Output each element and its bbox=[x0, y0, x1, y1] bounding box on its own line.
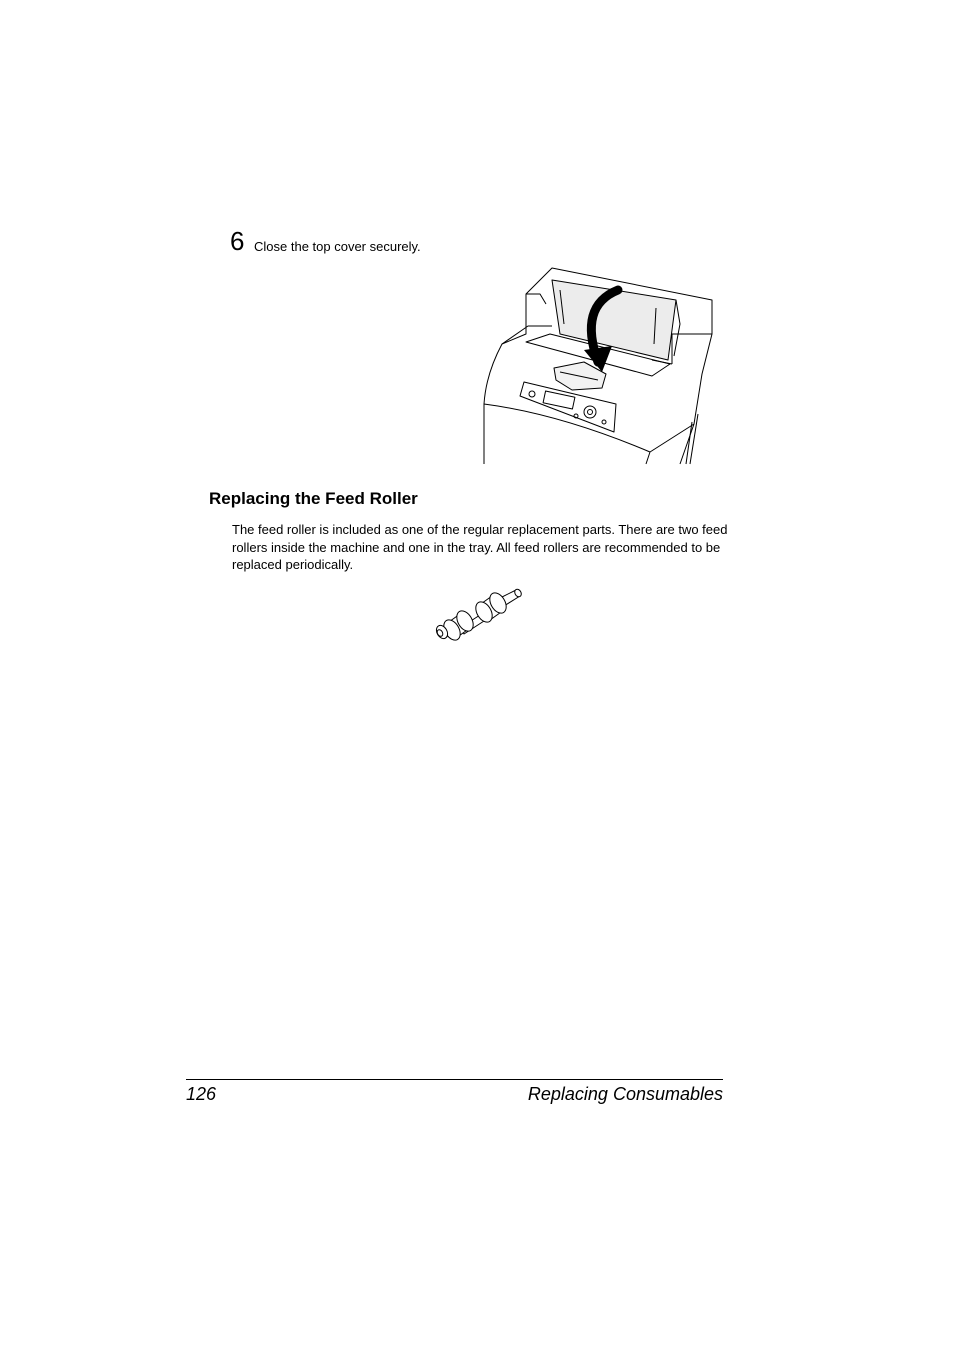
section-paragraph: The feed roller is included as one of the regular replacement parts. There are two feed rollers inside the machine and one in the tray. All feed rollers are recommended to be replaced periodically. bbox=[232, 522, 728, 573]
section-heading: Replacing the Feed Roller bbox=[209, 489, 418, 508]
printer-icon bbox=[480, 264, 720, 468]
printer-top-cover-illustration bbox=[480, 264, 720, 468]
footer-page-number: 126 bbox=[186, 1084, 217, 1104]
footer-rule bbox=[186, 1079, 723, 1080]
step-number: 6 bbox=[230, 226, 245, 256]
step-instruction: Close the top cover securely. bbox=[254, 239, 421, 254]
feed-roller-illustration bbox=[430, 584, 526, 648]
feed-roller-icon bbox=[430, 584, 526, 648]
footer-chapter-title: Replacing Consumables bbox=[527, 1084, 723, 1104]
